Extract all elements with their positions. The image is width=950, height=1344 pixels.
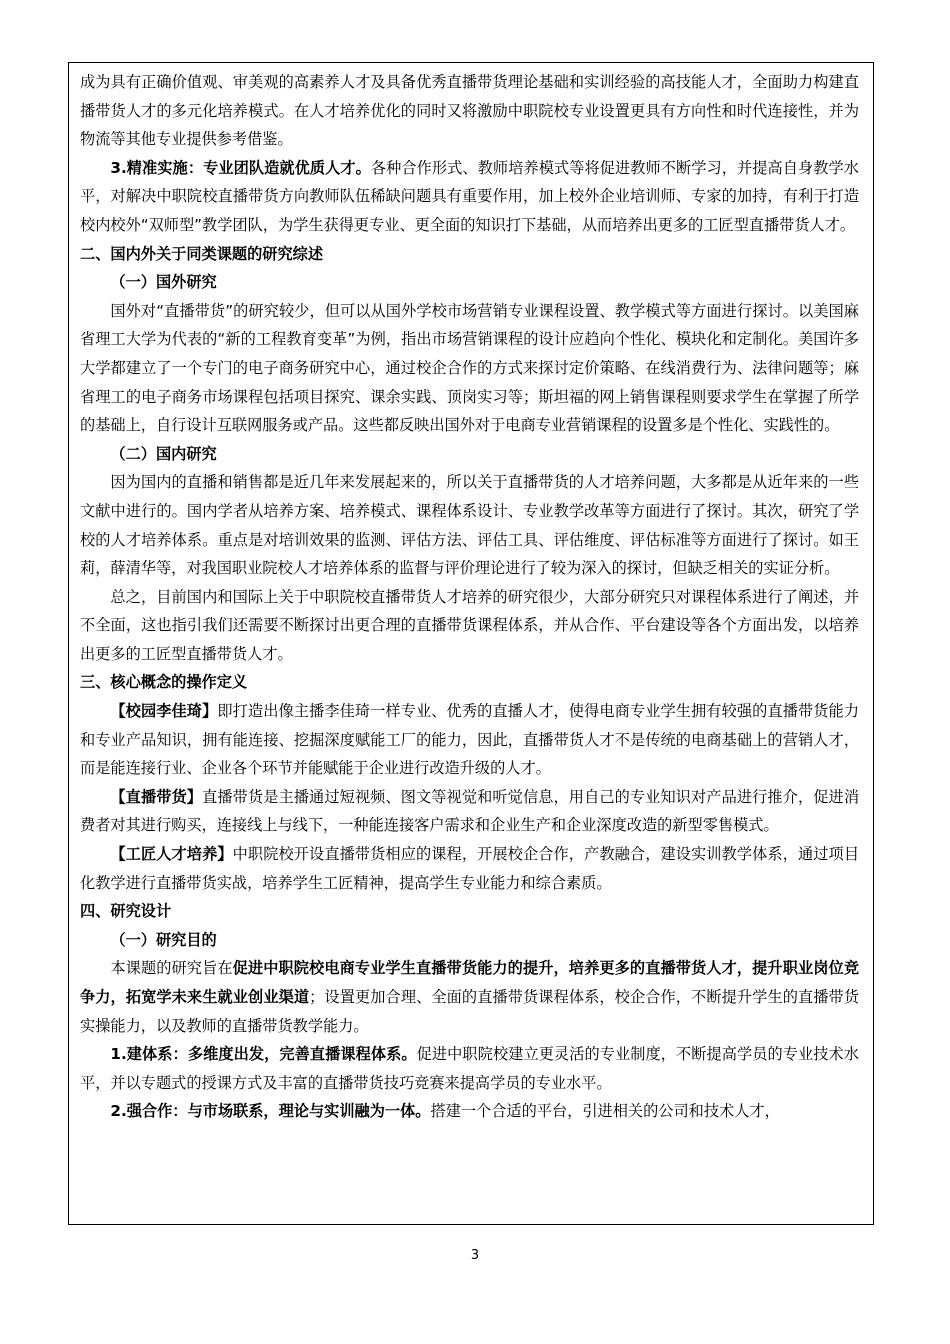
definition-text: 中职院校开设直播带货相应的课程，开展校企合作，产教融合，建设实训教学体系，通过项目化教学进行直播带货实战，培养学生工匠精神，提高学生专业能力和综合素质。	[80, 845, 860, 892]
paragraph	[80, 1040, 859, 1097]
paragraph-lead: 2.强合作：与市场联系，理论与实训融为一体。	[110, 1102, 431, 1121]
paragraph: 成为具有正确价值观、审美观的高素养人才及具备优秀直播带货理论基础和实训经验的高技能人才，全面助力构建直播带货人才的多元化培养模式。在人才培养优化的同时又将激励中职院校专业设置更具有方向性和时代连接性，并为物流等其他专业提供参考借鉴。	[80, 73, 859, 149]
section-heading: 三、核心概念的操作定义	[80, 673, 248, 692]
paragraph	[80, 954, 859, 1040]
definition-term: 【工匠人才培养】	[110, 845, 233, 864]
paragraph: 因为国内的直播和销售都是近几年来发展起来的，所以关于直播带货的人才培养问题，大多都是从近年来的一些文献中进行的。国内学者从培养方案、培养模式、课程体系设计、专业教学改革等方面进行了探讨。其次，研究了学校的人才培养体系。重点是对培训效果的监测、评估方法、评估工具、评估维度、评估标准等方面进行了探讨。如王莉，薛清华等，对我国职业院校人才培养体系的监督与评价理论进行了较为深入的探讨，但缺乏相关的实证分析。	[80, 473, 859, 578]
paragraph-text: 本课题的研究旨在	[110, 959, 233, 978]
definition	[80, 840, 859, 897]
subsection-heading: （二）国内研究	[110, 444, 217, 463]
definition-term: 【校园李佳琦】	[110, 702, 218, 721]
definition-text: 直播带货是主播通过短视频、图文等视觉和听觉信息，用自己的专业知识对产品进行推介，促进消费者对其进行购买，连接线上与线下，一种能连接客户需求和企业生产和企业深度改造的新型零售模式。	[80, 787, 860, 835]
paragraph-text: 各种合作形式、教师培养模式等将促进教师不断学习，并提高自身教学水平，对解决中职院校直播带货方向教师队伍稀缺问题具有重要作用，加上校外企业培训师、专家的加持，有利于打造校内校外“双师型”教学团队，为学生获得更专业、更全面的知识打下基础，从而培养出更多的工匠型直播带货人才。	[80, 158, 859, 234]
paragraph: 国外对“直播带货”的研究较少，但可以从国外学校市场营销专业课程设置、教学模式等方面进行探讨。以美国麻省理工大学为代表的“新的工程教育变革”为例，指出市场营销课程的设计应趋向个性化、模块化和定制化。美国许多大学都建立了一个专门的电子商务研究中心，通过校企合作的方式来探讨定价策略、在线消费行为、法律问题等；麻省理工的电子商务市场课程包括项目探究、课余实践、顶岗实习等；斯坦福的网上销售课程则要求学生在掌握了所学的基础上，自行设计互联网服务或产品。这些都反映出国外对于电商专业营销课程的设置多是个性化、实践性的。	[80, 301, 859, 435]
definition-text: 即打造出像主播李佳琦一样专业、优秀的直播人才，使得电商专业学生拥有较强的直播带货能力和专业产品知识，拥有能连接、挖掘深度赋能工厂的能力，因此，直播带货人才不是传统的电商基础上的营销人才，而是能连接行业、企业各个环节并能赋能于企业进行改造升级的人才。	[80, 702, 860, 778]
paragraph	[80, 154, 859, 240]
paragraph-text: ；设置更加合理、全面的直播带货课程体系，校企合作，不断提升学生的直播带货实操能力，以及教师的直播带货教学能力。	[80, 988, 860, 1035]
paragraph: 总之，目前国内和国际上关于中职院校直播带货人才培养的研究很少，大部分研究只对课程体系进行了阐述，并不全面，这也指引我们还需要不断探讨出更合理的直播带货课程体系，并从合作、平台建设等各个方面出发，以培养出更多的工匠型直播带货人才。	[80, 587, 859, 663]
subsection-heading: （一）研究目的	[110, 930, 217, 949]
paragraph-text: 促进中职院校建立更灵活的专业制度，不断提高学员的专业技术水平，并以专题式的授课方式及丰富的直播带货技巧竞赛来提高学员的专业水平。	[80, 1045, 859, 1092]
paragraph-text: 搭建一个合适的平台，引进相关的公司和技术人才，	[430, 1102, 780, 1121]
paragraph-emphasis: 促进中职院校电商专业学生直播带货能力的提升，培养更多的直播带货人才，提升职业岗位竞争力，拓宽学未来生就业创业渠道	[80, 959, 860, 1006]
definition	[80, 783, 859, 840]
paragraph	[80, 1097, 859, 1126]
paragraph-lead: 1.建体系：多维度出发，完善直播课程体系。	[110, 1045, 417, 1064]
definition	[80, 697, 859, 783]
paragraph-lead: 3.精准实施：专业团队造就优质人才。	[110, 158, 371, 177]
subsection-heading: （一）国外研究	[110, 273, 217, 292]
document-frame	[68, 62, 874, 1225]
definition-term: 【直播带货】	[110, 787, 203, 806]
section-heading: 二、国内外关于同类课题的研究综述	[80, 244, 323, 263]
page-number: 3	[470, 1248, 480, 1263]
section-heading: 四、研究设计	[80, 902, 172, 921]
